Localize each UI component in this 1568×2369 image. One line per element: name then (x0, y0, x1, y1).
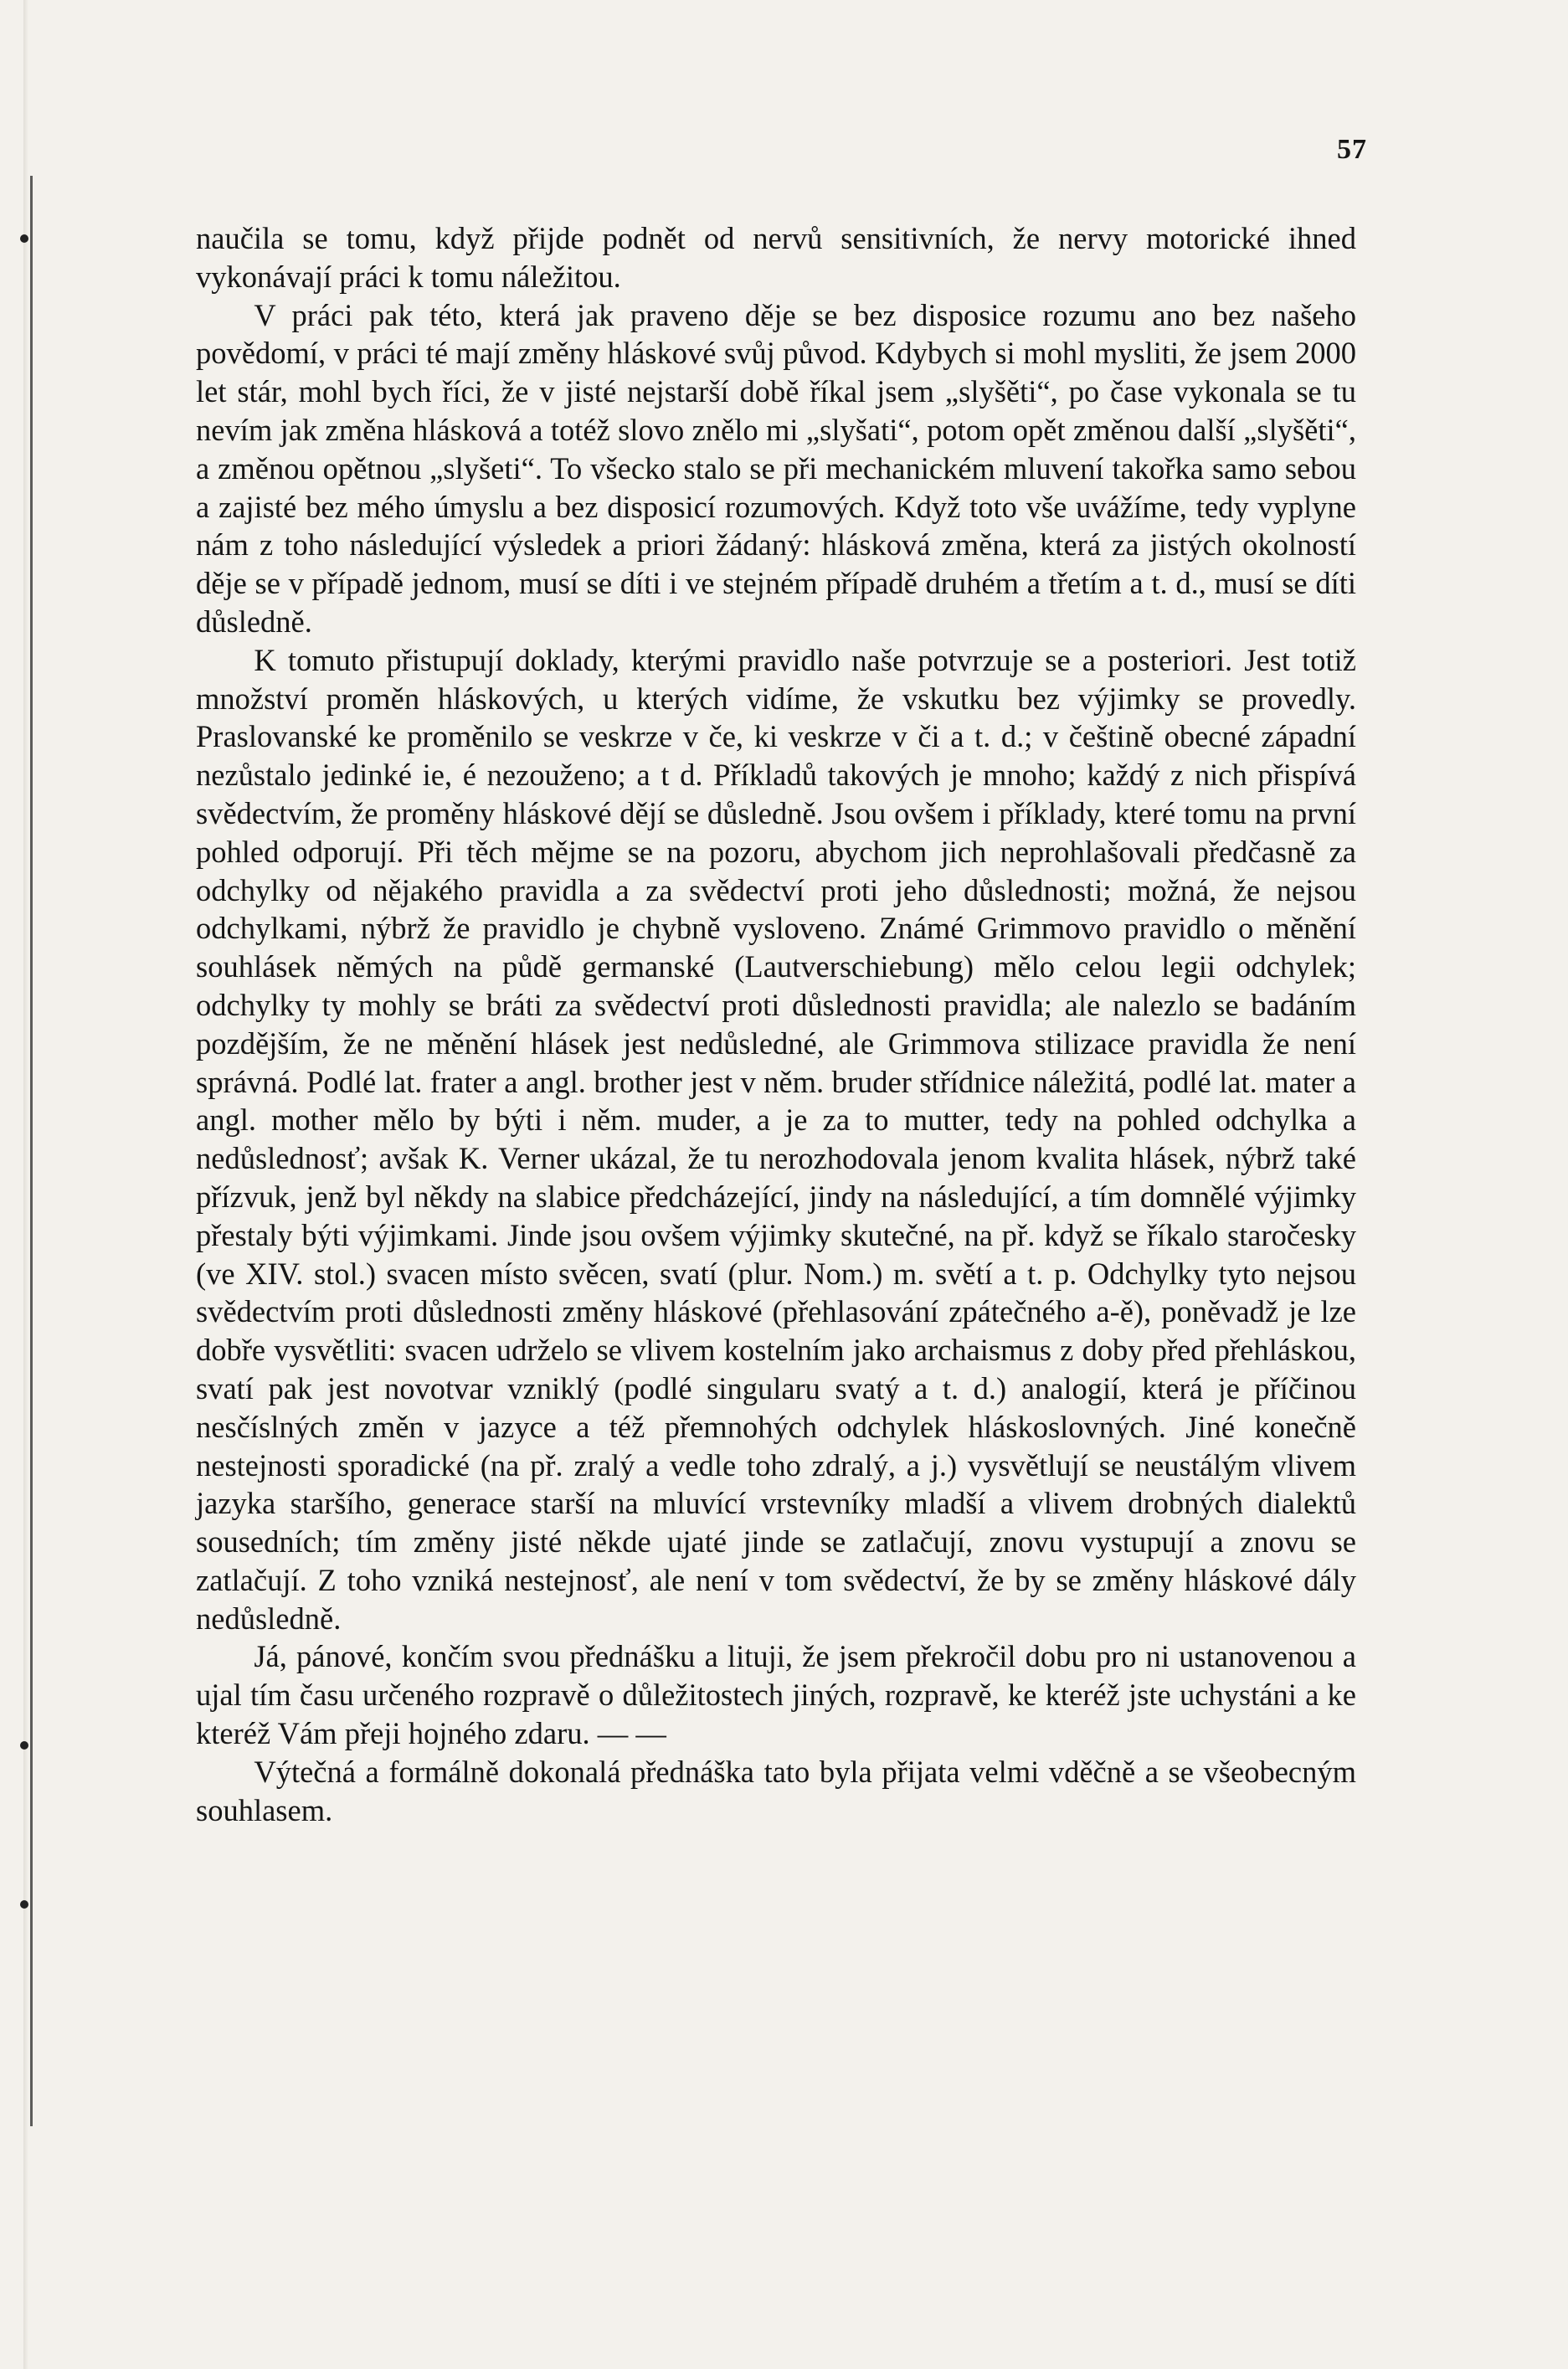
scan-edge (23, 0, 28, 2369)
binding-mark (20, 1741, 28, 1750)
binding-mark (20, 234, 28, 243)
binding-line (30, 176, 33, 2126)
paragraph-reception: Výtečná a formálně dokonalá přednáška tato byla přijata velmi vděčně a se všeobecným souhlasem. (196, 1754, 1356, 1827)
page-text (196, 219, 1356, 1829)
paragraph-sound-change: V práci pak této, která jak praveno děje se bez disposice rozumu ano bez našeho povědomí, v práci té mají změny hláskové svůj původ. Kdybych si mohl mysliti, že jsem 2000 let stár, mohl bych říci, že v jisté nejstarší době říkal jsem „slyšěti“, po čase vykonala se tu nevím jak změna hlásková a totéž slovo znělo mi „slyšati“, potom opět změnou další „slyšěti“, a změnou opětnou „slyšeti“. To všecko stalo se při mechanickém mluvení takořka samo sebou a zajisté bez mého úmyslu a bez disposicí rozumových. Když toto vše uvážíme, tedy vyplyne nám z toho následující výsledek a priori žádaný: hlásková změna, která za jistých okolností děje se v případě jednom, musí se díti i ve stejném případě druhém a třetím a t. d., musí se díti důsledně. (196, 297, 1356, 639)
binding-mark (20, 1900, 28, 1909)
paragraph-evidence: K tomuto přistupují doklady, kterými pravidlo naše potvrzuje se a posteriori. Jest totiž množství proměn hláskových, u kterých vidíme, že vskutku bez výjimky se provedly. Praslovanské ke proměnilo se veskrze v če, ki veskrze v či a t. d.; v češtině obecné západní nezůstalo jedinké ie, é nezouženo; a t d. Příkladů takových je mnoho; každý z nich přispívá svědectvím, že proměny hláskové dějí se důsledně. Jsou ovšem i příklady, které tomu na první pohled odporují. Při těch mějme se na pozoru, abychom jich neprohlašovali předčasně za odchylky od nějakého pravidla a za svědectví proti jeho důslednosti; možná, že nejsou odchylkami, nýbrž že pravidlo je chybně vysloveno. Známé Grimmovo pravidlo o měnění souhlásek němých na půdě germanské (Lautverschiebung) mělo celou legii odchylek; odchylky ty mohly se bráti za svědectví proti důslednosti pravidla; ale nalezlo se badáním pozdějším, že ne měnění hlásek jest nedůsledné, ale Grimmova stilizace pravidla že není správná. Podlé lat. frater a angl. brother jest v něm. bruder střídnice náležitá, podlé lat. mater a angl. mother mělo by býti i něm. muder, a je za to mutter, tedy na pohled odchylka a nedůslednosť; avšak K. Verner ukázal, že tu nerozhodovala jenom kvalita hlásek, nýbrž také přízvuk, jenž byl někdy na slabice předcházející, jindy na následující, a tím domnělé výjimky přestaly býti výjimkami. Jinde jsou ovšem výjimky skutečné, na př. když se říkalo staročesky (ve XIV. stol.) svacen místo svěcen, svatí (plur. Nom.) m. světí a t. p. Odchylky tyto nejsou svědectvím proti důslednosti změny hláskové (přehlasování zpátečného a-ě), poněvadž je lze dobře vysvětliti: svacen udrželo se vlivem kostelním jako archaismus z doby před přehláskou, svatí pak jest novotvar vzniklý (podlé singularu svatý a t. d.) analogií, která je příčinou nesčíslných změn v jazyce a též přemnohých odchylek hláskoslovných. Jiné konečně nestejnosti sporadické (na př. zralý a vedle toho zdralý, a j.) vysvětlují se neustálým vlivem jazyka staršího, generace starší na mluvící vrstevníky mladší a vlivem drobných dialektů sousedních; tím změny jisté někde ujaté jinde se zatlačují, znovu vystupují a znovu se zatlačují. Z toho vzniká nestejnosť, ale není v tom svědectví, že by se změny hláskové dály nedůsledně. (196, 642, 1356, 1636)
paragraph-closing: Já, pánové, končím svou přednášku a lituji, že jsem překročil dobu pro ni ustanovenou a ujal tím času určeného rozpravě o důležitostech jiných, rozpravě, ke kteréž jste uchystáni a ke kteréž Vám přeji hojného zdaru. — — (196, 1639, 1356, 1751)
paragraph-continuation: naučila se tomu, když přijde podnět od nervů sensitivních, že nervy motorické ihned vykonávají práci k tomu náležitou. (196, 221, 1356, 294)
page-number: 57 (1337, 134, 1367, 165)
